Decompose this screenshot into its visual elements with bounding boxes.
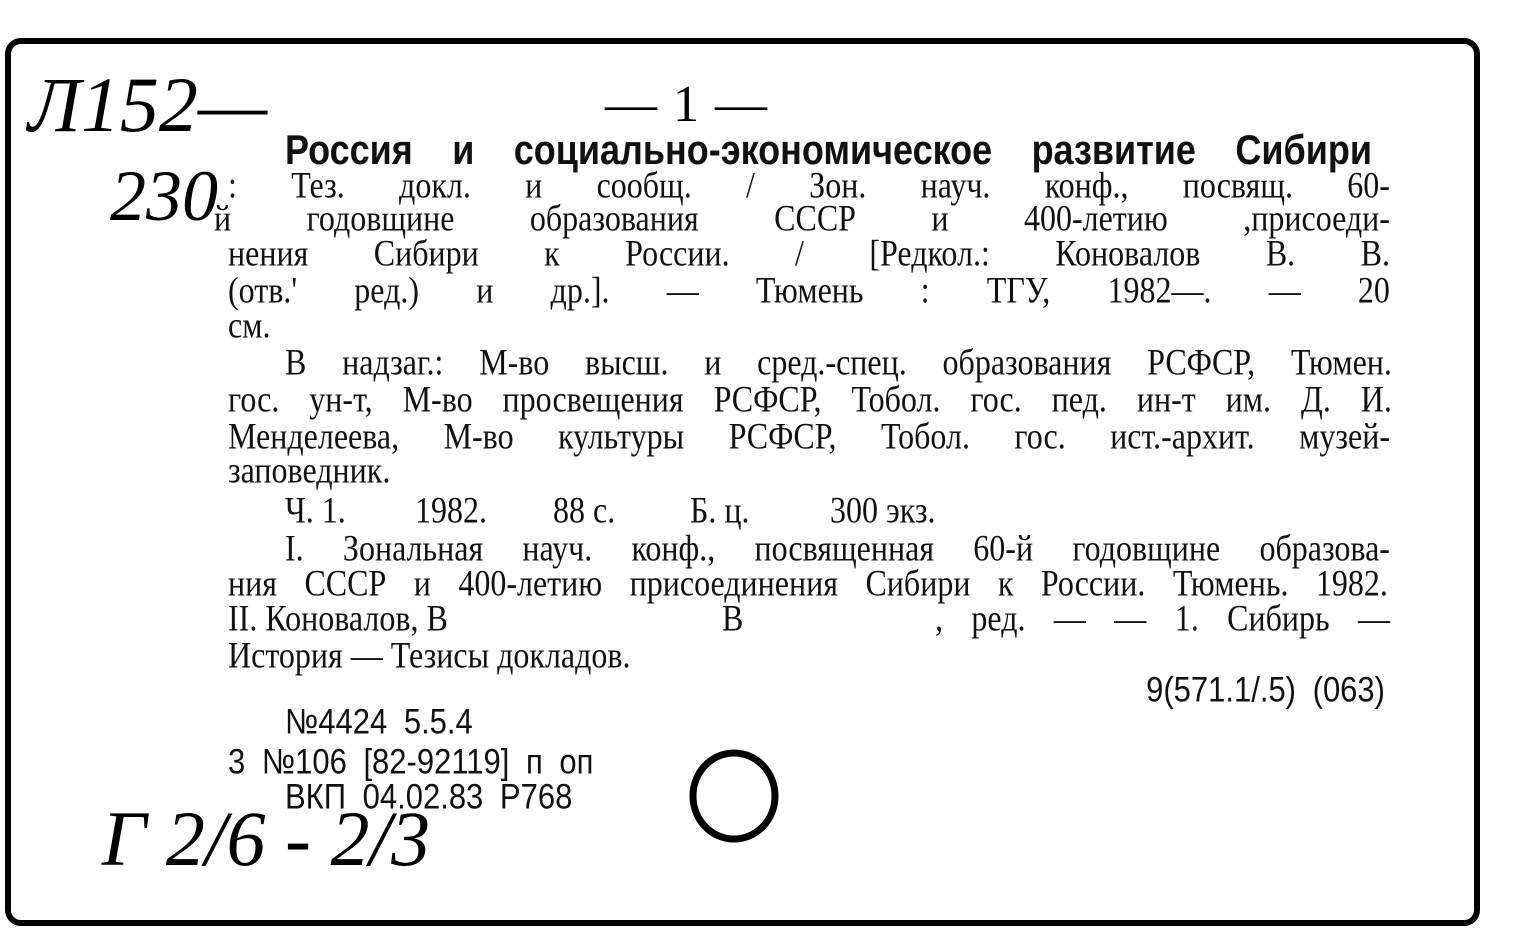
word: 400-летию: [458, 562, 603, 604]
word: пед.: [1051, 378, 1107, 420]
word: [Редкол.:: [869, 232, 990, 274]
note-line: [285, 341, 1392, 382]
tracing-editor: II. Коновалов, В: [228, 597, 448, 639]
description-line: [228, 232, 1390, 273]
word: й: [214, 197, 232, 239]
word: годовщине: [306, 197, 455, 239]
card-sequence-number: —1—: [605, 76, 783, 133]
classification-index: 9(571.1/.5) (063): [1146, 669, 1385, 710]
word: —: [1053, 597, 1086, 639]
word: I.: [285, 527, 304, 569]
word: посвященная: [754, 527, 935, 569]
word: докл.: [399, 164, 471, 206]
word: Сибирь: [1227, 597, 1330, 639]
punch-hole-ring: [693, 753, 775, 839]
word: Д.: [1300, 378, 1331, 420]
word: к: [544, 232, 560, 274]
note-line: [228, 378, 1392, 419]
tracing-subject: [935, 597, 1390, 638]
word: им.: [1225, 378, 1272, 420]
word: ТГУ,: [986, 269, 1051, 311]
word: :: [228, 164, 237, 206]
word: —: [1357, 597, 1390, 639]
word: СССР: [774, 197, 856, 239]
word: музей-: [1299, 415, 1390, 457]
word: Тобол.: [851, 378, 941, 420]
word: конф.,: [631, 527, 716, 569]
word: ред.): [354, 269, 420, 311]
word: России.: [625, 232, 730, 274]
word: науч.: [920, 164, 991, 206]
word: к: [997, 562, 1014, 604]
word: просвещения: [502, 378, 684, 420]
word: развитие: [1031, 125, 1196, 173]
word: образования: [942, 341, 1112, 383]
word: России.: [1040, 562, 1146, 604]
word: образования: [529, 197, 699, 239]
handwritten-location-mark: Г 2/6 - 2/3: [102, 795, 431, 882]
word: /: [795, 232, 804, 274]
word: В.: [1360, 232, 1390, 274]
word: 1982.: [1315, 562, 1388, 604]
word: и: [704, 341, 722, 383]
word: др.].: [550, 269, 610, 311]
word: ,присоеди-: [1243, 197, 1390, 239]
word: ин-т: [1136, 378, 1196, 420]
note-line: заповедник.: [228, 449, 391, 491]
note-line: [228, 415, 1390, 456]
word: и: [452, 125, 475, 173]
word: посвящ.: [1182, 164, 1293, 206]
word: нения: [228, 232, 309, 274]
word: ния: [228, 562, 277, 604]
word: гос.: [228, 378, 280, 420]
word: СССР: [304, 562, 387, 604]
word: 60-й: [973, 527, 1034, 569]
order-number: №4424 5.5.4: [285, 701, 473, 742]
word: РСФСР,: [1147, 341, 1256, 383]
word: надзаг.:: [342, 341, 444, 383]
word: М-во: [479, 341, 550, 383]
word: Тюмен.: [1290, 341, 1392, 383]
vkp-code: ВКП 04.02.83 Р768: [285, 776, 573, 817]
word: и: [413, 562, 431, 604]
word: науч.: [522, 527, 593, 569]
handwritten-shelf-mark-line2: 230: [110, 156, 218, 236]
word: и: [476, 269, 494, 311]
word: Тюмень.: [1172, 562, 1289, 604]
description-line: см.: [228, 304, 271, 346]
word: Тюмень: [755, 269, 864, 311]
word: 60-: [1347, 164, 1390, 206]
word: 1.: [1174, 597, 1199, 639]
handwritten-shelf-mark-line1: Л152—: [28, 61, 268, 148]
word: культуры: [558, 415, 685, 457]
volume-part: Ч. 1.: [285, 489, 346, 531]
word: образова-: [1259, 527, 1390, 569]
volume-year: 1982.: [415, 489, 487, 531]
description-line: [228, 269, 1390, 310]
volume-copies: 300 экз.: [830, 489, 936, 531]
word: 1982—.: [1107, 269, 1212, 311]
word: В: [285, 341, 307, 383]
word: И.: [1360, 378, 1392, 420]
word: Зон.: [809, 164, 867, 206]
word: сообщ.: [596, 164, 692, 206]
word: ун-т,: [309, 378, 373, 420]
word: 20: [1357, 269, 1390, 311]
word: РСФСР,: [713, 378, 822, 420]
word: —: [1114, 597, 1147, 639]
word: ред.: [971, 597, 1026, 639]
word: Менделеева,: [228, 415, 400, 457]
tracing-line: История — Тезисы докладов.: [228, 634, 631, 676]
word: ,: [935, 597, 943, 639]
print-info: 3 №106 [82-92119] п оп: [228, 741, 594, 782]
word: Тез.: [291, 164, 345, 206]
word: Коновалов: [1055, 232, 1201, 274]
word: и: [525, 164, 543, 206]
word: 400-летию: [1023, 197, 1168, 239]
word: Сибири: [1235, 125, 1372, 173]
word: М-во: [402, 378, 473, 420]
word: годовщине: [1072, 527, 1221, 569]
word: Тобол.: [880, 415, 970, 457]
word: М-во: [443, 415, 514, 457]
word: присоединения: [629, 562, 838, 604]
word: гос.: [1014, 415, 1066, 457]
word: Россия: [285, 125, 413, 173]
volume-pages: 88 с.: [553, 489, 616, 531]
word: Зональная: [342, 527, 484, 569]
word: РСФСР,: [728, 415, 837, 457]
word: и: [931, 197, 949, 239]
word: /: [745, 164, 755, 206]
word: ист.-архит.: [1110, 415, 1255, 457]
word: Сибири: [865, 562, 971, 604]
word: —: [1268, 269, 1301, 311]
volume-price: Б. ц.: [690, 489, 750, 531]
word: сред.-спец.: [757, 341, 907, 383]
word: :: [920, 269, 930, 311]
word: конф.,: [1044, 164, 1129, 206]
word: Сибири: [373, 232, 479, 274]
word: высш.: [584, 341, 669, 383]
word: (отв.': [228, 269, 298, 311]
punch-hole: [686, 748, 782, 844]
tracing-editor-initial: В: [722, 597, 744, 639]
word: —: [666, 269, 699, 311]
word: гос.: [970, 378, 1022, 420]
word: В.: [1265, 232, 1296, 274]
word: социально-экономическое: [513, 125, 993, 173]
